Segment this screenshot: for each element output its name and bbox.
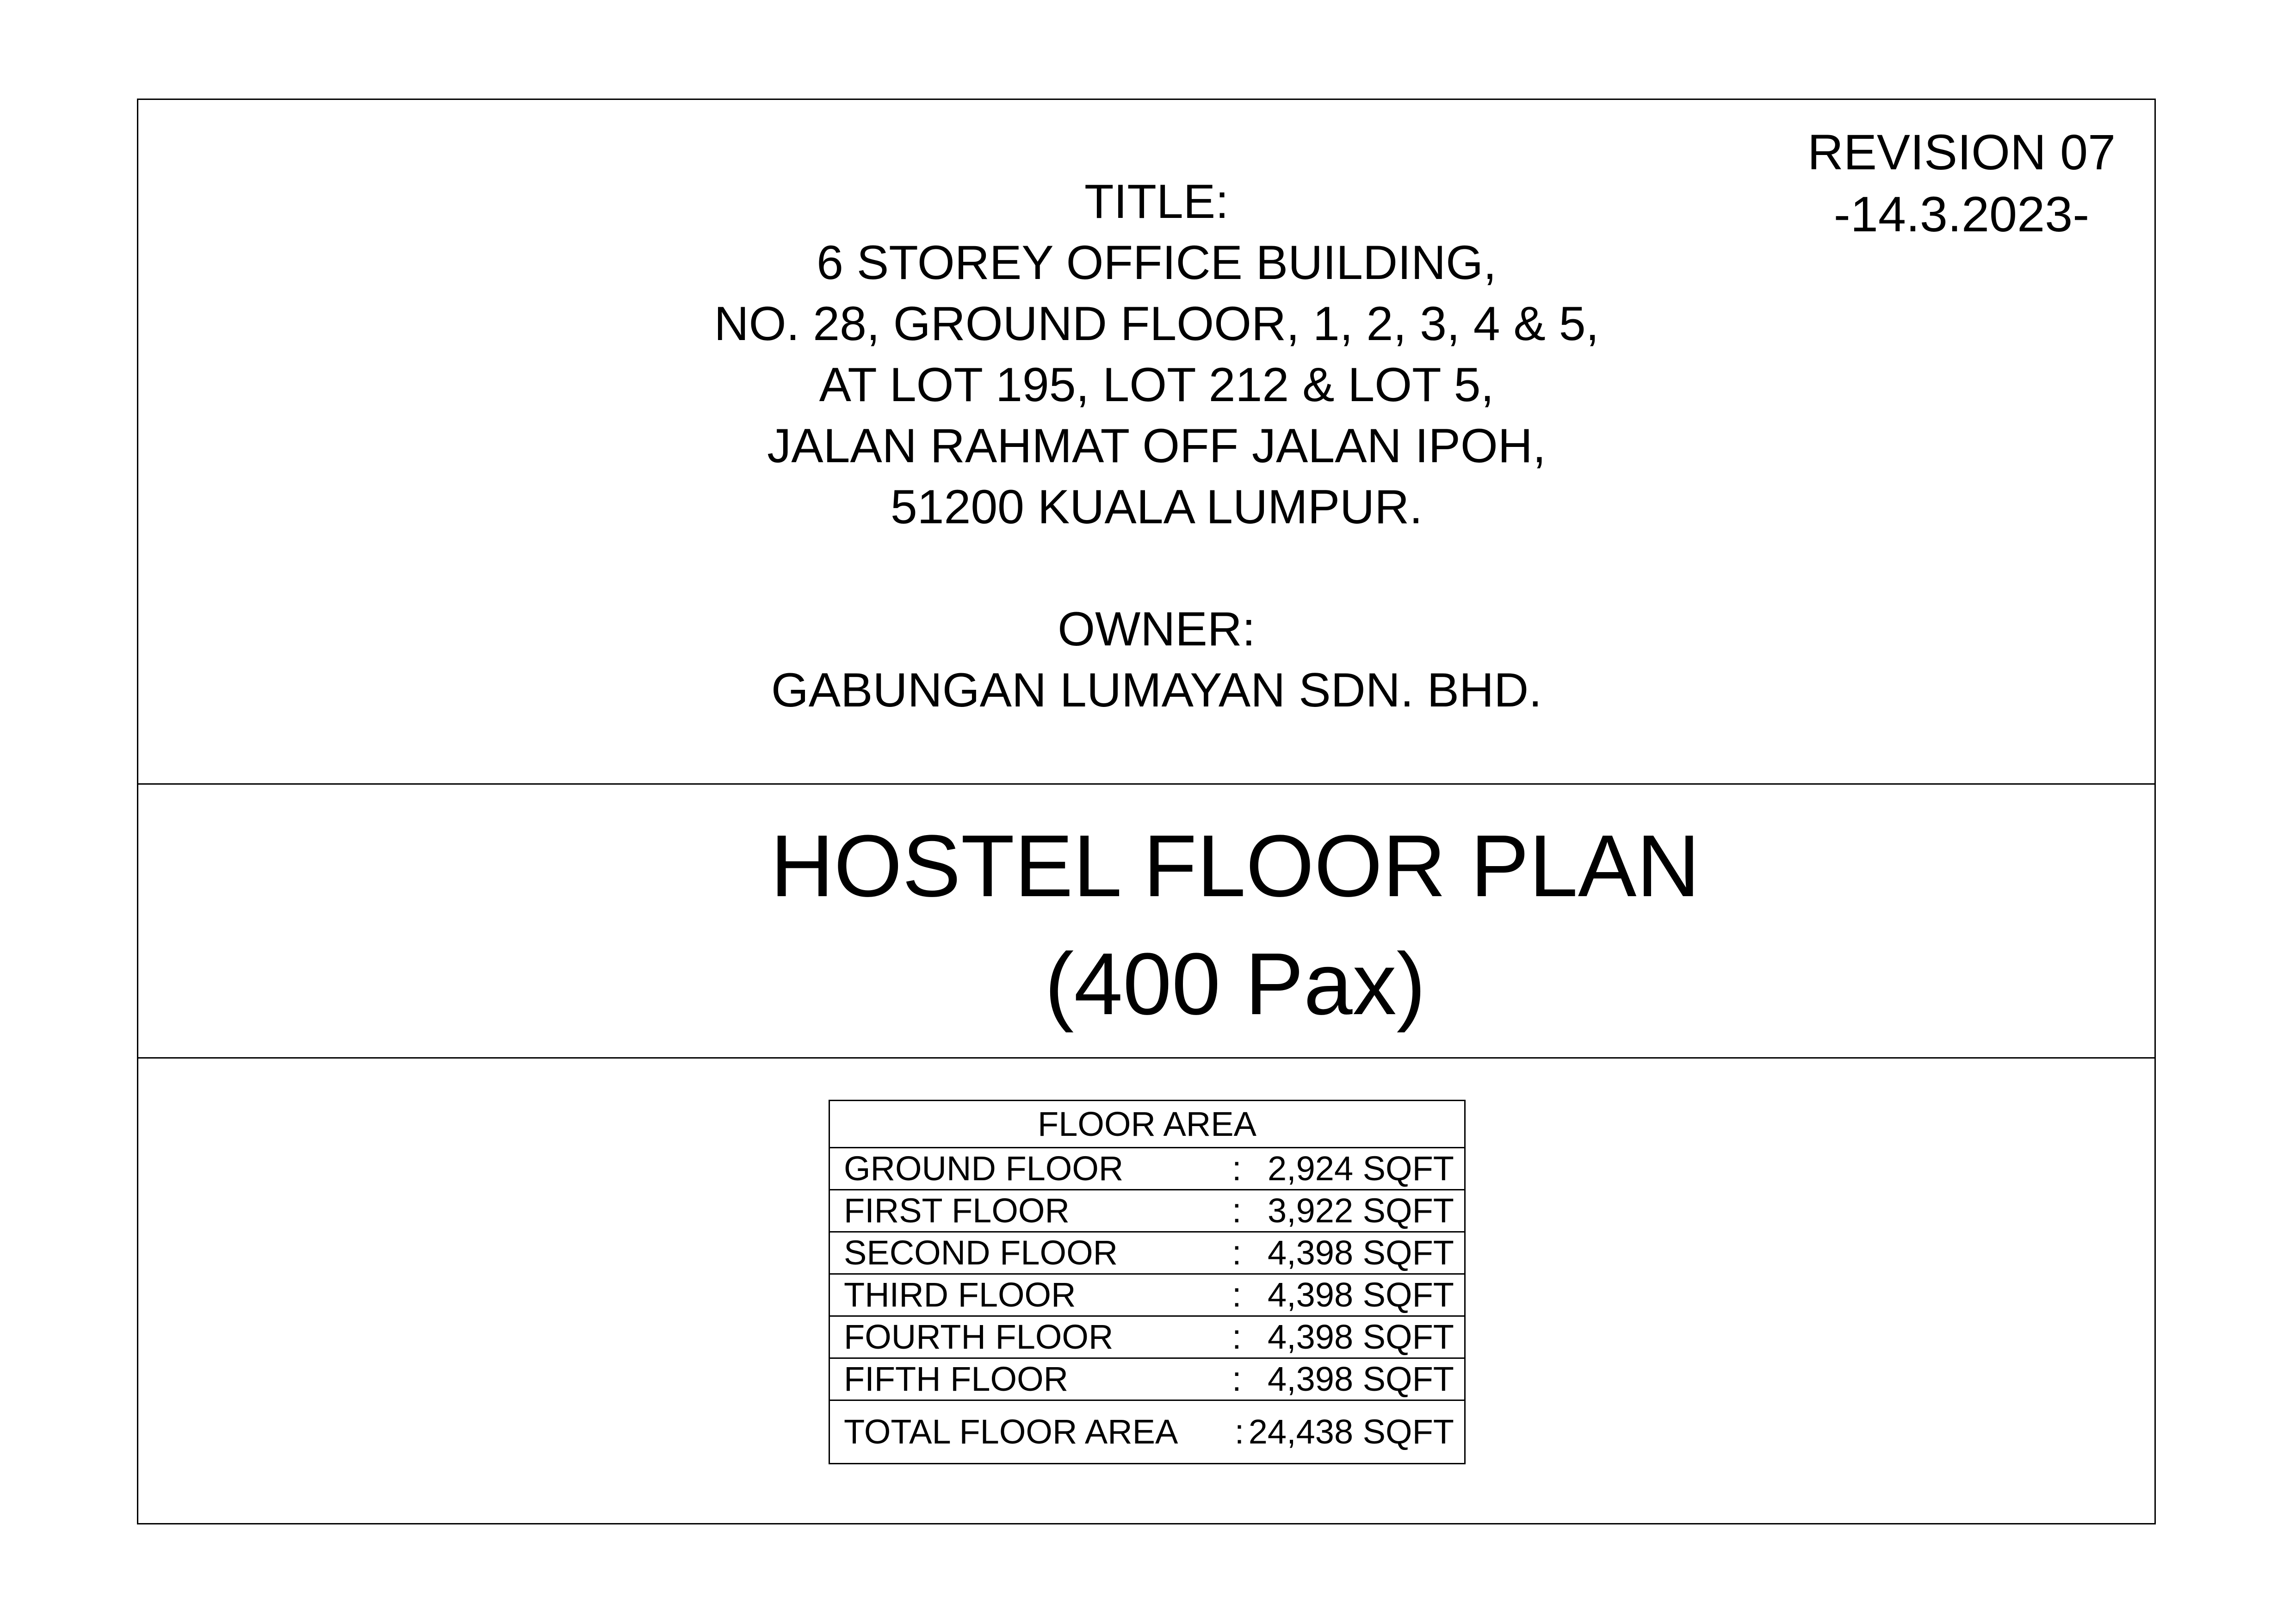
table-total-row bbox=[830, 1412, 1464, 1452]
floor-area-value: 4,398 SQFT bbox=[1267, 1360, 1454, 1398]
title-line: AT LOT 195, LOT 212 & LOT 5, bbox=[819, 358, 1494, 412]
floor-area-value: 4,398 SQFT bbox=[1267, 1318, 1454, 1356]
separator: : bbox=[1234, 1412, 1244, 1451]
separator: : bbox=[1232, 1360, 1242, 1398]
owner-name: GABUNGAN LUMAYAN SDN. BHD. bbox=[771, 663, 1542, 717]
floor-area-header: FLOOR AREA bbox=[829, 1101, 1465, 1148]
title-heading: TITLE: bbox=[1084, 175, 1229, 229]
floor-name: GROUND FLOOR bbox=[844, 1149, 1124, 1188]
title-line: 51200 KUALA LUMPUR. bbox=[890, 480, 1423, 534]
table-row bbox=[830, 1191, 1464, 1231]
plan-title-sub: (400 Pax) bbox=[1045, 935, 1426, 1033]
floor-name: FIFTH FLOOR bbox=[844, 1360, 1069, 1398]
floor-name: THIRD FLOOR bbox=[844, 1276, 1076, 1314]
floor-name: SECOND FLOOR bbox=[844, 1233, 1118, 1272]
table-row bbox=[830, 1275, 1464, 1315]
separator: : bbox=[1232, 1233, 1242, 1272]
table-row bbox=[830, 1359, 1464, 1399]
table-row bbox=[830, 1317, 1464, 1357]
title-line: NO. 28, GROUND FLOOR, 1, 2, 3, 4 & 5, bbox=[714, 297, 1599, 351]
plan-title-main: HOSTEL FLOOR PLAN bbox=[770, 817, 1700, 915]
section-divider-top bbox=[137, 783, 2156, 785]
total-area-value: 24,438 SQFT bbox=[1248, 1412, 1454, 1451]
title-line: 6 STOREY OFFICE BUILDING, bbox=[817, 236, 1497, 290]
section-divider-bottom bbox=[137, 1057, 2156, 1059]
table-row bbox=[830, 1149, 1464, 1189]
floor-area-value: 4,398 SQFT bbox=[1267, 1276, 1454, 1314]
total-label: TOTAL FLOOR AREA bbox=[844, 1412, 1178, 1451]
floor-area-value: 2,924 SQFT bbox=[1267, 1149, 1454, 1188]
floor-area-value: 4,398 SQFT bbox=[1267, 1233, 1454, 1272]
title-block bbox=[583, 171, 1730, 721]
separator: : bbox=[1232, 1318, 1242, 1356]
revision-block bbox=[1786, 121, 2137, 245]
plan-title bbox=[648, 807, 1823, 1043]
table-row bbox=[830, 1233, 1464, 1273]
floor-area-value: 3,922 SQFT bbox=[1267, 1191, 1454, 1230]
revision-label: REVISION 07 bbox=[1807, 124, 2116, 180]
separator: : bbox=[1232, 1276, 1242, 1314]
floor-name: FOURTH FLOOR bbox=[844, 1318, 1114, 1356]
floor-name: FIRST FLOOR bbox=[844, 1191, 1070, 1230]
floor-area-table bbox=[829, 1100, 1466, 1464]
separator: : bbox=[1232, 1191, 1242, 1230]
separator: : bbox=[1232, 1149, 1242, 1188]
title-line: JALAN RAHMAT OFF JALAN IPOH, bbox=[767, 419, 1546, 473]
owner-heading: OWNER: bbox=[1058, 602, 1256, 656]
revision-date: -14.3.2023- bbox=[1833, 186, 2090, 242]
